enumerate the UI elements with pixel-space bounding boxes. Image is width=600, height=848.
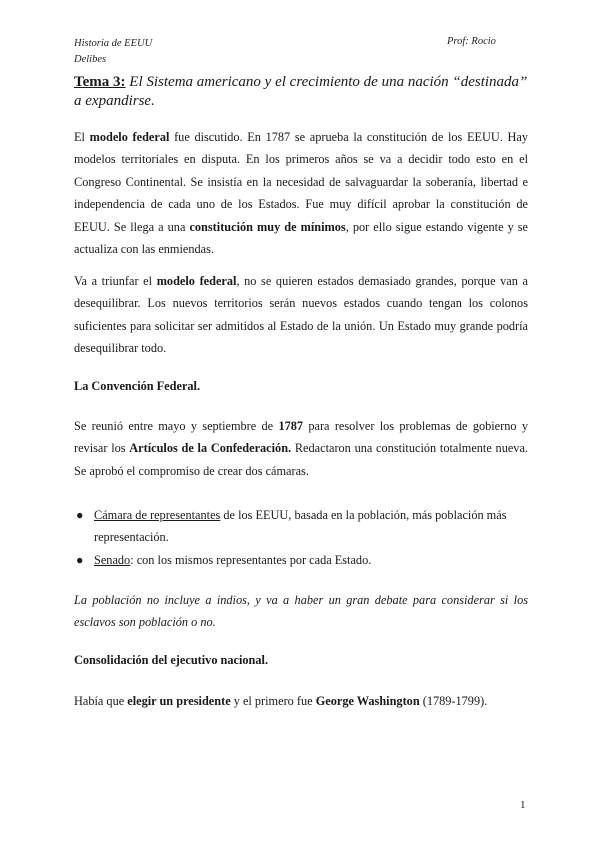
text-run: , no se quieren estados demasiado grandes, porque van a desequilibrar. Los nuevos territorios serán nuevos estados cuando tengan los colonos suficientes para solicitar ser admitidos al Estado de la unión. Un Estado muy grande podría desequilibrar todo. (74, 274, 528, 356)
bullet-list-camaras (74, 504, 528, 571)
paragraph-presidente (74, 690, 528, 712)
bold-run: 1787 (278, 419, 304, 433)
bullet-icon: ● (76, 508, 84, 522)
page-title (74, 73, 528, 111)
text-run: Va a triunfar el (74, 274, 157, 288)
text-run: para resolver los problemas de gobierno y revisar los (74, 419, 528, 456)
heading-ejecutivo-nacional: Consolidación del ejecutivo nacional. (74, 653, 269, 667)
text-run: y el primero fue (230, 694, 316, 708)
bold-run: elegir un presidente (127, 694, 231, 708)
list-item (74, 549, 528, 571)
header-teacher: Prof: Rocio (447, 36, 496, 47)
title-text: El Sistema americano y el crecimiento de una nación “destinada” a expandirse. (74, 74, 528, 109)
bullet-term: Senado (94, 552, 131, 567)
bold-run: George Washington (315, 694, 420, 708)
bullet-icon: ● (76, 552, 84, 567)
list-item (74, 504, 528, 549)
note-poblacion: La población no incluye a indios, y va a haber un gran debate para considerar si los esclavos son población o no. (74, 593, 528, 630)
text-run: fue discutido. En 1787 se aprueba la constitución de los EEUU. Hay modelos territoriales en disputa. En los primeros años se va a decidir todo esto en el Congreso Continental. Se insistía en la necesidad de salvaguardar la soberanía, libertad e independencia de cada uno de los Estados. Fue muy difícil aprobar la constitución de EEUU. Se llega a una (74, 130, 528, 234)
bold-run: constitución muy de mínimos (189, 219, 346, 234)
paragraph-triunfo-federal (74, 270, 528, 360)
bold-run: modelo federal (156, 274, 237, 288)
text-run: Redactaron una constitución totalmente nueva. Se aprobó el compromiso de crear dos cámaras. (74, 441, 528, 478)
text-run: , por ello sigue estando vigente y se actualiza con las enmiendas. (74, 219, 529, 257)
paragraph-convencion (74, 415, 528, 482)
header-left (74, 36, 152, 68)
bullet-text: de los EEUU, basada en la población, más población más representación. (94, 508, 507, 545)
paragraph-federal-model (74, 126, 528, 260)
bold-run: modelo federal (89, 130, 170, 144)
heading-convencion-federal: La Convención Federal. (74, 379, 201, 393)
bullet-text: : con los mismos representantes por cada Estado. (130, 552, 372, 567)
text-run: (1789-1799). (419, 694, 488, 708)
page-number: 1 (520, 799, 526, 811)
title-label: Tema 3: (74, 74, 126, 90)
text-run: Se reunió entre mayo y septiembre de (74, 419, 279, 433)
header-course: Historia de EEUU (74, 38, 153, 49)
header-school: Delibes (74, 54, 107, 65)
bold-run: Artículos de la Confederación. (129, 441, 292, 456)
text-run: Había que (74, 694, 128, 708)
text-run: El (74, 130, 90, 144)
bullet-term: Cámara de representantes (94, 508, 221, 522)
